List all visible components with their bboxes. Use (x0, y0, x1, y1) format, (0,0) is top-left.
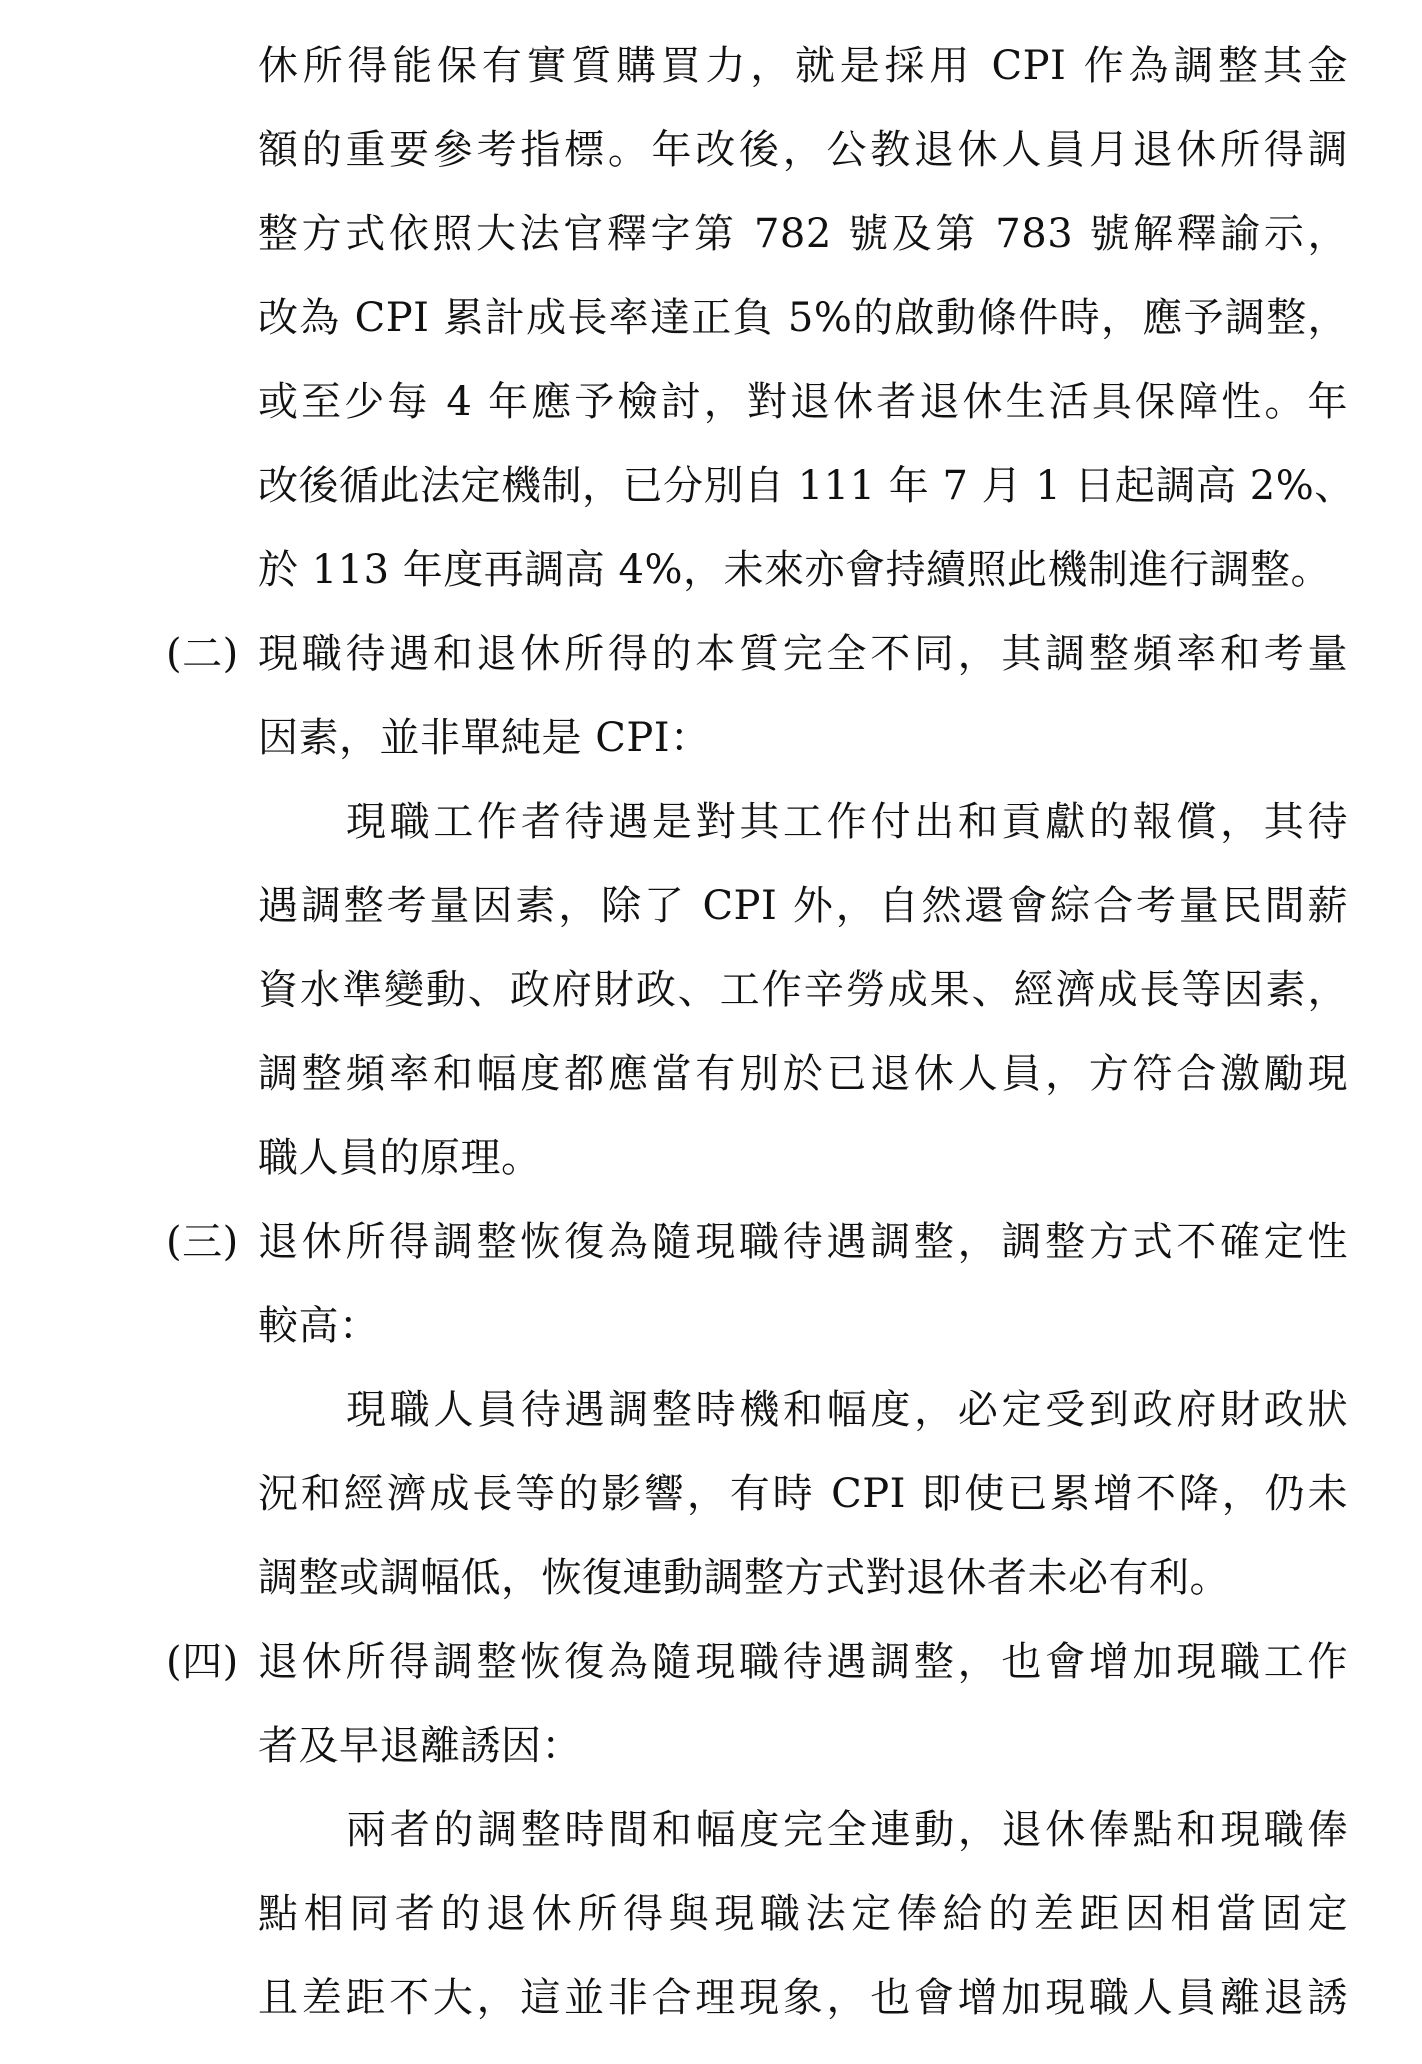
body-text-line: 調整頻率和幅度都應當有別於已退休人員，方符合激勵現 (258, 1051, 1348, 1097)
body-text-line: 現職人員待遇調整時機和幅度，必定受到政府財政狀 (346, 1387, 1348, 1433)
section-heading-continuation: 較高： (258, 1303, 380, 1349)
body-text-line: 況和經濟成長等的影響，有時 CPI 即使已累增不降，仍未 (258, 1471, 1348, 1517)
body-text-line: 於 113 年度再調高 4%，未來亦會持續照此機制進行調整。 (258, 547, 1331, 593)
section-number: (四) (166, 1639, 239, 1685)
section-number: (二) (166, 631, 239, 677)
body-text-line: 改後循此法定機制，已分別自 111 年 7 月 1 日起調高 2%、 (258, 463, 1355, 509)
body-text-line: 改為 CPI 累計成長率達正負 5%的啟動條件時，應予調整， (258, 295, 1348, 341)
body-text-line: 且差距不大，這並非合理現象，也會增加現職人員離退誘 (258, 1975, 1348, 2021)
section-heading (166, 1620, 1348, 1704)
section-heading-text: 現職待遇和退休所得的本質完全不同，其調整頻率和考量 (258, 631, 1348, 677)
body-text-line: 或至少每 4 年應予檢討，對退休者退休生活具保障性。年 (258, 379, 1348, 425)
section-heading (166, 612, 1348, 696)
body-text-line: 現職工作者待遇是對其工作付出和貢獻的報償，其待 (346, 799, 1348, 845)
section-heading (166, 1200, 1348, 1284)
body-text-line: 點相同者的退休所得與現職法定俸給的差距因相當固定 (258, 1891, 1348, 1937)
section-number: (三) (166, 1219, 239, 1265)
body-text-line: 額的重要參考指標。年改後，公教退休人員月退休所得調 (258, 127, 1348, 173)
body-text-line: 整方式依照大法官釋字第 782 號及第 783 號解釋諭示， (258, 211, 1348, 257)
body-text-line: 職人員的原理。 (258, 1135, 542, 1181)
body-text-line: 兩者的調整時間和幅度完全連動，退休俸點和現職俸 (346, 1807, 1348, 1853)
body-text-line: 調整或調幅低，恢復連動調整方式對退休者未必有利。 (258, 1555, 1230, 1601)
body-text-line: 休所得能保有實質購買力，就是採用 CPI 作為調整其金 (258, 43, 1348, 89)
body-text-line: 資水準變動、政府財政、工作辛勞成果、經濟成長等因素， (258, 967, 1348, 1013)
section-heading-continuation: 因素，並非單純是 CPI： (258, 715, 711, 761)
body-text-line: 遇調整考量因素，除了 CPI 外，自然還會綜合考量民間薪 (258, 883, 1348, 929)
section-heading-text: 退休所得調整恢復為隨現職待遇調整，也會增加現職工作 (258, 1639, 1348, 1685)
section-heading-text: 退休所得調整恢復為隨現職待遇調整，調整方式不確定性 (258, 1219, 1348, 1265)
section-heading-continuation: 者及早退離誘因： (258, 1723, 582, 1769)
